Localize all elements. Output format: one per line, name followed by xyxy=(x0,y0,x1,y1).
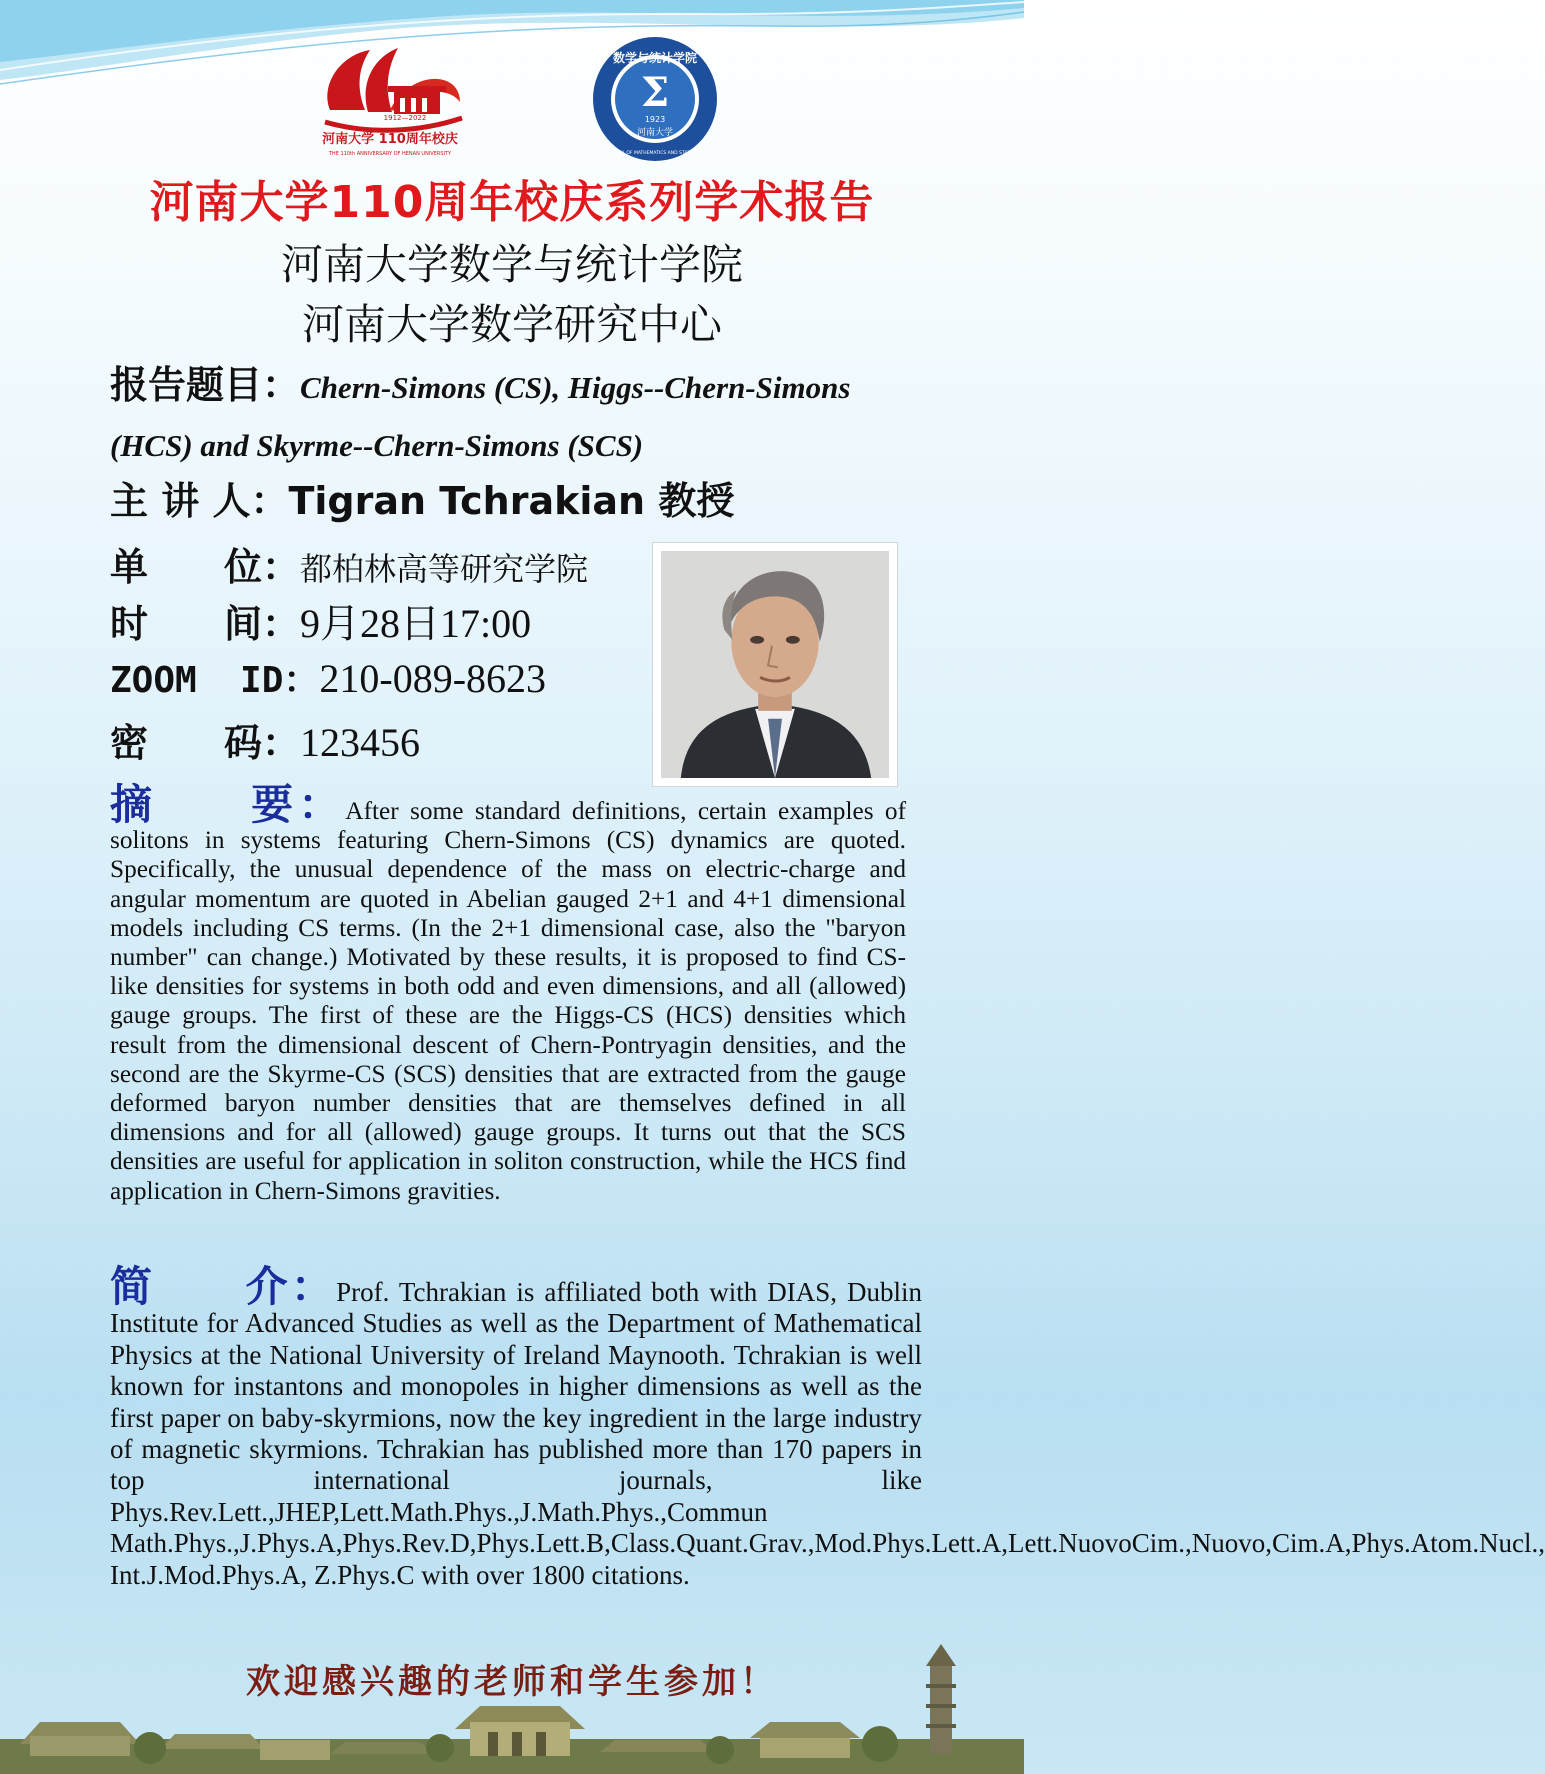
abstract-paragraph xyxy=(110,780,906,1206)
bio-paragraph xyxy=(110,1262,1545,1591)
page-title: 河南大学110周年校庆系列学术报告 xyxy=(149,177,875,228)
speaker-row xyxy=(110,470,734,525)
time-value: 9月28日17:00 xyxy=(300,601,532,646)
welcome-message: 欢迎感兴趣的老师和学生参加！ xyxy=(246,1662,778,1702)
organizer-school: 河南大学数学与统计学院 xyxy=(280,240,743,289)
affiliation-row xyxy=(110,536,588,591)
school-logo-text: 数学与统计学院 xyxy=(612,51,698,65)
zoom-id-value: 210-089-8623 xyxy=(319,656,547,701)
anniversary-logo xyxy=(310,40,470,160)
logo-bar xyxy=(0,30,1024,165)
school-emblem-logo xyxy=(590,34,720,164)
password-row xyxy=(110,712,420,767)
abstract-label: 摘 要： xyxy=(110,780,346,829)
time-row xyxy=(110,592,531,649)
zoom-label: ZOOM ID： xyxy=(110,660,320,701)
speaker-portrait-image xyxy=(661,551,889,778)
anniversary-logo-english: THE 110th ANNIVERSARY OF HENAN UNIVERSITY xyxy=(328,151,452,157)
zoom-row xyxy=(110,652,546,703)
topic-label: 报告题目： xyxy=(110,363,301,407)
organizer-center: 河南大学数学研究中心 xyxy=(301,300,722,349)
svg-text:Σ: Σ xyxy=(640,69,670,116)
password-value: 123456 xyxy=(300,720,421,765)
affiliation-value: 都柏林高等研究学院 xyxy=(300,550,589,588)
campus-skyline-decoration xyxy=(0,1644,1024,1774)
bio-text: Prof. Tchrakian is affiliated both with DIAS, Dublin Institute for Advanced Studies as well as the Department of Mathematical Physics at the National University of Ireland Maynooth. Tchrakian is well known for instantons and monopoles in higher dimensions as well as the first paper on baby-skyrmions, now the key ingredient in the large industry of magnetic skyrmions. Tchrakian has published more than 170 papers in top international journals, like Phys.Rev.Lett.,JHEP,Lett.Math.Phys.,J.Math.Phys.,Commun Math.Phys.,J.Phys.A,Phys.Rev.D,Phys.Lett.B,Class.Quant.Grav.,Mod.Phys.Lett.A,Lett.NuovoCim.,Nuovo,Cim.A,Phys.Atom.Nucl., Int.J.Mod.Phys.A, Z.Phys.C with over 1800 citations. xyxy=(110,1277,1545,1590)
anniversary-logo-text: 河南大学 110周年校庆 xyxy=(322,132,458,147)
report-topic xyxy=(110,356,940,475)
topic-text: Chern-Simons (CS), Higgs--Chern-Simons (HCS) and Skyrme--Chern-Simons (SCS) xyxy=(110,370,851,463)
speaker-label: 主 讲 人： xyxy=(110,479,289,523)
affiliation-label: 单 位： xyxy=(110,545,301,589)
speaker-name: Tigran Tchrakian 教授 xyxy=(288,479,735,523)
speaker-photo xyxy=(652,542,898,787)
bio-label: 简 介： xyxy=(110,1262,337,1311)
school-logo-english: SCHOOL OF MATHEMATICS AND STATISTICS xyxy=(605,151,705,156)
anniversary-logo-years: 1912—2022 xyxy=(383,114,427,122)
password-label: 密 码： xyxy=(110,721,301,765)
school-logo-university: 河南大学 xyxy=(636,128,674,138)
abstract-text: After some standard definitions, certain examples of solitons in systems featuring Chern-Simons (CS) dynamics are quoted. Specifically, the unusual dependence of the mass on electric-charge and angular momentum are quoted in Abelian gauged 2+1 and 4+1 dimensional models including CS terms. (In the 2+1 dimensional case, also the "baryon number" can change.) Motivated by these results, it is proposed to find CS-like densities for systems in both odd and even dimensions, and all (allowed) gauge groups. The first of these are the Higgs-CS (HCS) densities which result from the dimensional descent of Chern-Pontryagin densities, and the second are the Skyrme-CS (SCS) densities that are extracted from the gauge deformed baryon number densities that are themselves defined in all dimensions and for all (allowed) gauge groups. It turns out that the SCS densities are useful for application in soliton construction, while the HCS find application in Chern-Simons gravities. xyxy=(110,797,906,1205)
school-logo-year: 1923 xyxy=(644,115,666,124)
time-label: 时 间： xyxy=(110,602,301,646)
